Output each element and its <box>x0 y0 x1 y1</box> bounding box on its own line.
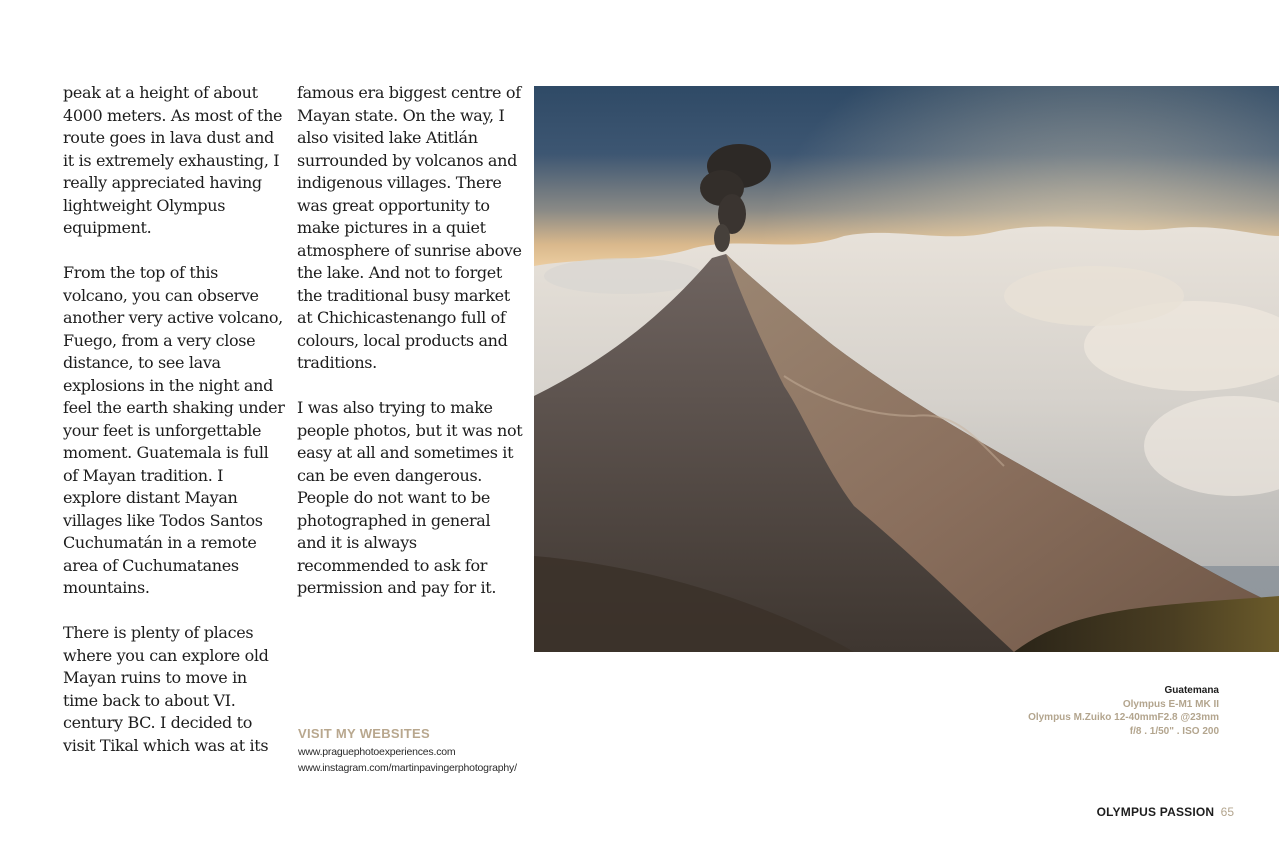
website-link-prague[interactable]: www.praguephotoexperiences.com <box>298 746 456 758</box>
caption-title: Guatemana <box>1164 685 1219 696</box>
article-column-middle <box>297 82 523 600</box>
photo-caption <box>1028 684 1219 738</box>
paragraph: From the top of this volcano, you can observe another very active volcano, Fuego, from a very close distance, to see lava explosions in the night and feel the earth shaking under your feet is unforgettable moment. Guatemala is full of Mayan tradition. I explore distant Mayan villages like Todos Santos Cuchumatán in a remote area of Cuchumatanes mountains. <box>63 263 285 597</box>
paragraph: famous era biggest centre of Mayan state. On the way, I also visited lake Atitlán surrounded by volcanos and indigenous villages. There was great opportunity to make pictures in a quiet atmosphere of sunrise above the lake. And not to forget the traditional busy market at Chichicastenango full of colours, local products and traditions. <box>297 83 522 372</box>
page-number: 65 <box>1220 805 1234 819</box>
paragraph: There is plenty of places where you can explore old Mayan ruins to move in time back to about VI. century BC. I decided to visit Tikal which was at its <box>63 623 269 755</box>
magazine-name: OLYMPUS PASSION <box>1096 805 1215 819</box>
website-link-instagram[interactable]: www.instagram.com/martinpavingerphotography/ <box>298 762 517 774</box>
volcano-photo <box>534 86 1279 652</box>
caption-settings: f/8 . 1/50" . ISO 200 <box>1129 725 1219 737</box>
paragraph: peak at a height of about 4000 meters. As most of the route goes in lava dust and it is extremely exhausting, I really appreciated having lightweight Olympus equipment. <box>63 83 283 237</box>
page-footer <box>1097 805 1234 819</box>
websites-heading: VISIT MY WEBSITES <box>298 726 430 741</box>
paragraph: I was also trying to make people photos, but it was not easy at all and sometimes it can be even dangerous. People do not want to be photographed in general and it is always recommended to ask for permission and pay for it. <box>297 398 523 597</box>
websites-block <box>298 726 538 776</box>
caption-camera: Olympus E-M1 MK II <box>1122 698 1219 710</box>
caption-lens: Olympus M.Zuiko 12-40mmF2.8 @23mm <box>1028 712 1219 723</box>
article-column-left <box>63 82 285 757</box>
